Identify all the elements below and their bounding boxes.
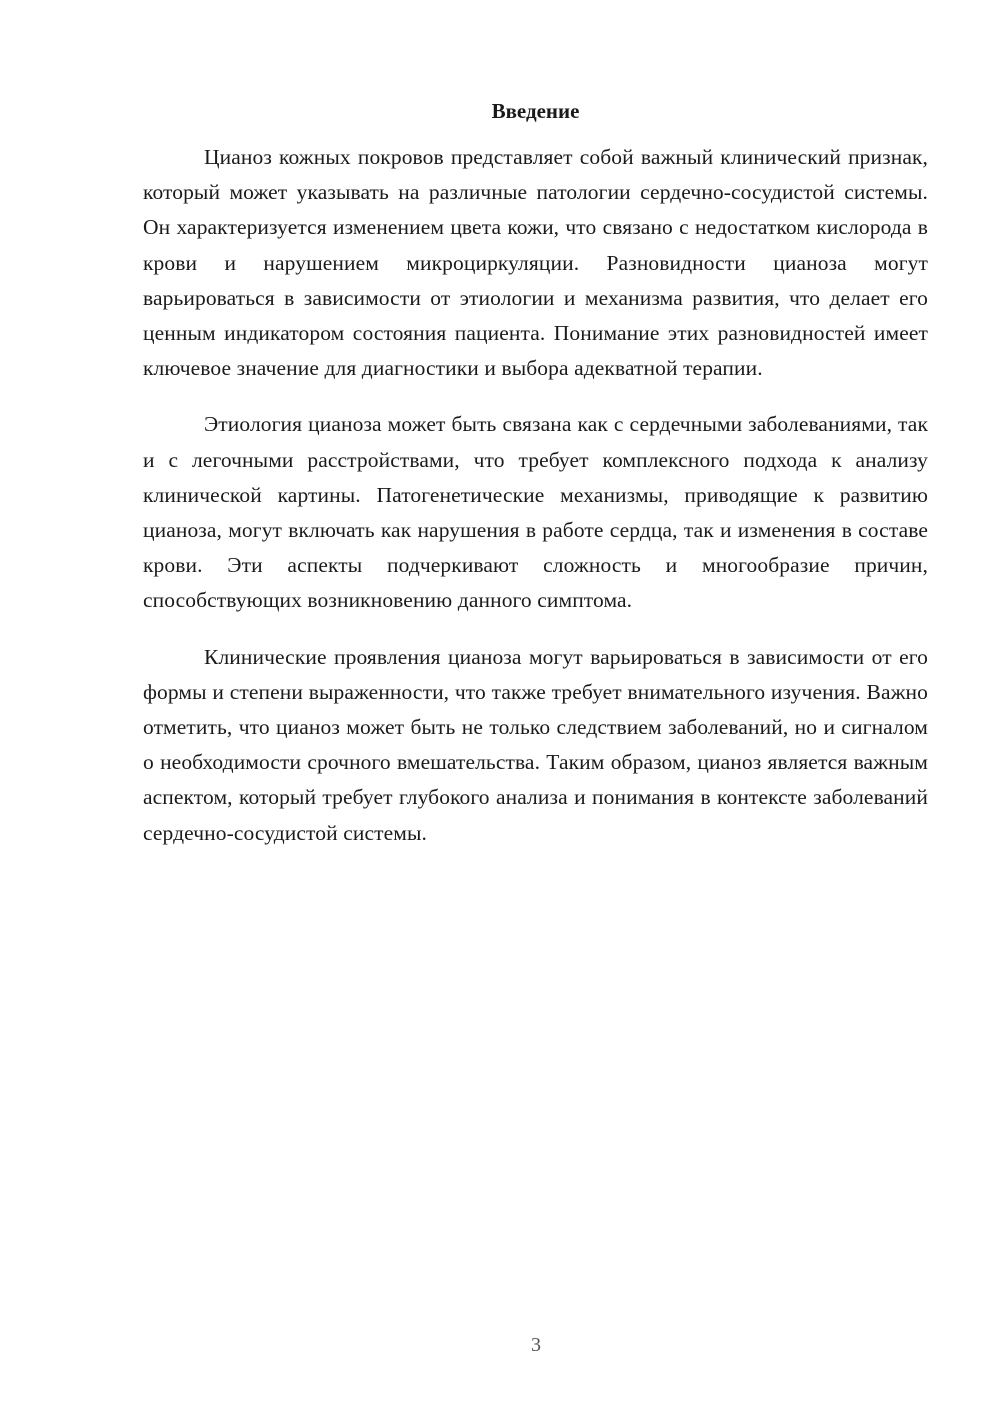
page-number: 3 [531,1334,541,1356]
paragraph-2: Этиология цианоза может быть связана как с сердечными заболеваниями, так и с легочными расстройствами, что требует комплексного подхода к анализу клинической картины. Патогенетические механизмы, приводящие к развитию цианоза, могут включать как нарушения в работе сердца, так и изменения в составе крови. Эти аспекты подчеркивают сложность и многообразие причин, способствующих возникновению данного симптома. [143,412,928,613]
page-content [143,96,928,872]
section-heading: Введение [491,99,580,123]
paragraph-1: Цианоз кожных покровов представляет собой важный клинический признак, который может указывать на различные патологии сердечно-сосудистой системы. Он характеризуется изменением цвета кожи, что связано с недостатком кислорода в крови и нарушением микроциркуляции. Разновидности цианоза могут варьироваться в зависимости от этиологии и механизма развития, что делает его ценным индикатором состояния пациента. Понимание этих разновидностей имеет ключевое значение для диагностики и выбора адекватной терапии. [143,145,928,381]
paragraph-3: Клинические проявления цианоза могут варьироваться в зависимости от его формы и степени выраженности, что также требует внимательного изучения. Важно отметить, что цианоз может быть не только следствием заболеваний, но и сигналом о необходимости срочного вмешательства. Таким образом, цианоз является важным аспектом, который требует глубокого анализа и понимания в контексте заболеваний сердечно-сосудистой системы. [143,644,928,845]
